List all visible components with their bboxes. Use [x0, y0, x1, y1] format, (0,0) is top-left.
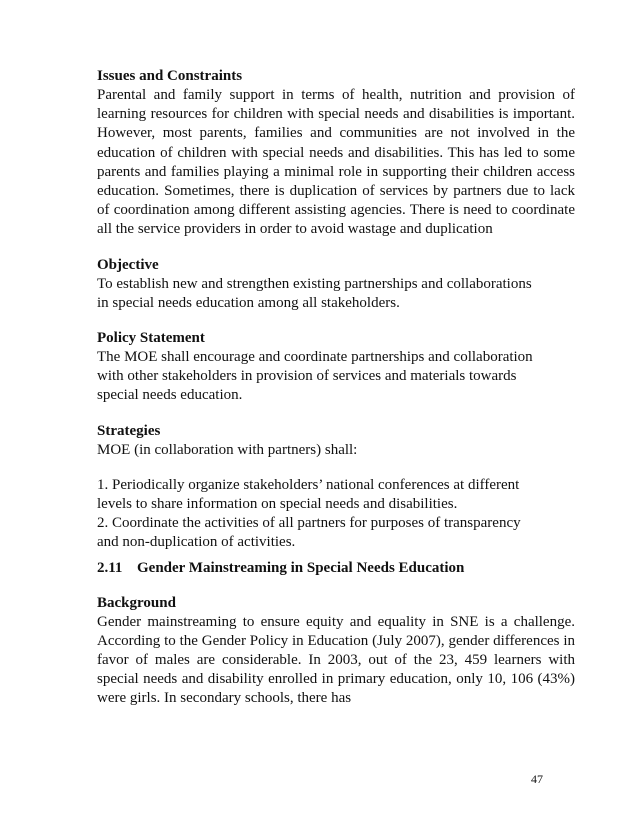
section-heading [97, 559, 575, 578]
policy-line-2: with other stakeholders in provision of services and materials towards [97, 368, 517, 385]
section-title: Gender Mainstreaming in Special Needs Education [137, 559, 465, 576]
issues-heading: Issues and Constraints [97, 68, 243, 84]
strategy-item-1-line-1: 1. Periodically organize stakeholders’ national conferences at different [97, 476, 520, 493]
page-content [97, 67, 575, 709]
section-number: 2.11 [97, 559, 123, 576]
strategy-item-1 [97, 476, 575, 514]
objective-heading: Objective [97, 256, 159, 273]
strategy-item-2-line-1: 2. Coordinate the activities of all partners for purposes of transparency [97, 515, 521, 532]
background-heading: Background [97, 594, 176, 611]
strategies-intro: MOE (in collaboration with partners) shall: [97, 441, 358, 458]
strategy-item-2-line-2: and non-duplication of activities. [97, 534, 296, 551]
objective-line-2: in special needs education among all stakeholders. [97, 294, 400, 311]
strategy-item-2 [97, 514, 575, 552]
strategies-heading: Strategies [97, 422, 161, 439]
issues-paragraph: Parental and family support in terms of health, nutrition and provision of learning resources for children with special needs and disabilities is important. However, most parents, families and communities are not involved in the education of children with special needs and disabilities. This has led to some parents and families playing a minimal role in supporting their children access education. Sometimes, there is duplication of services by partners due to lack of coordination among different assisting agencies. There is need to coordinate all the service providers in order to avoid wastage and duplication [97, 87, 575, 238]
strategy-item-1-line-2: levels to share information on special needs and disabilities. [97, 496, 458, 513]
background-paragraph: Gender mainstreaming to ensure equity and equality in SNE is a challenge. According to the Gender Policy in Education (July 2007), gender differences in favor of males are considerable. In 2003, out of the 23, 459 learners with special needs and disability enrolled in primary education, only 10, 106 (43%) were girls. In secondary schools, there has [97, 613, 575, 707]
policy-line-3: special needs education. [97, 387, 243, 404]
page-number: 47 [531, 772, 543, 786]
objective-line-1: To establish new and strengthen existing partnerships and collaborations [97, 275, 532, 292]
policy-line-1: The MOE shall encourage and coordinate partnerships and collaboration [97, 349, 533, 366]
policy-heading: Policy Statement [97, 330, 205, 347]
